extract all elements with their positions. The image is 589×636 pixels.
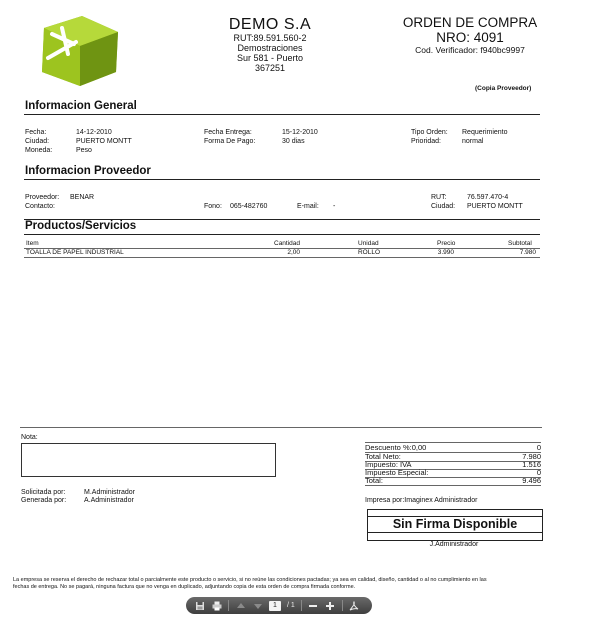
row-cantidad: 2,00 (287, 249, 300, 256)
iva-value: 1.516 (522, 460, 541, 469)
total-label: Total: (365, 476, 383, 485)
provider-section-title: Informacion Proveedor (25, 165, 151, 177)
header-cantidad: Cantidad (274, 240, 301, 247)
company-logo (38, 14, 124, 90)
fecha-value: 14-12-2010 (76, 129, 112, 136)
entrega-value: 15-12-2010 (282, 129, 318, 136)
totals-especial (365, 468, 541, 476)
pago-label: Forma De Pago: (204, 138, 256, 145)
row-precio: 3.990 (437, 249, 454, 256)
zoom-out-icon[interactable] (308, 600, 319, 611)
company-line-2: Sur 581 - Puerto (236, 53, 304, 63)
company-line-1: Demostraciones (237, 43, 303, 53)
totals-iva (365, 460, 541, 468)
page-total: / 1 (287, 602, 295, 609)
print-icon[interactable] (211, 600, 222, 611)
previous-page-icon[interactable] (252, 600, 263, 611)
products-table-header (24, 240, 540, 248)
total-value: 9.496 (522, 476, 541, 485)
contacto-label: Contacto: (25, 203, 55, 210)
row-unidad: ROLLO (357, 249, 381, 256)
descuento-label: Descuento %:0,00 (365, 443, 427, 452)
provider-ciudad-label: Ciudad: (431, 203, 456, 210)
table-row (24, 249, 540, 257)
entrega-label: Fecha Entrega: (204, 129, 252, 136)
ciudad-value: PUERTO MONTT (76, 138, 132, 145)
proveedor-value: BENAR (70, 194, 95, 201)
company-line-3: 367251 (254, 63, 286, 73)
prioridad-value: normal (462, 138, 484, 145)
generada-label: Generada por: (21, 497, 67, 504)
totals-total (365, 476, 541, 484)
totals-neto (365, 452, 541, 460)
company-rut: RUT:89.591.560-2 (233, 33, 307, 43)
pdf-toolbar (186, 597, 372, 614)
company-name: DEMO S.A (228, 16, 312, 33)
footer-line-2: fechas de entrega. No se pagará, ninguna factura que no venga en duplicado, adjuntando copia de esta orden de compra firmada conforme. (13, 584, 356, 590)
header-item: Item (26, 240, 39, 247)
generada-value: A.Administrador (84, 497, 134, 504)
provider-rut-value: 76.597.470-4 (467, 194, 509, 201)
header-unidad: Unidad (358, 240, 379, 247)
nota-label: Nota: (21, 434, 38, 441)
email-label: E-mail: (297, 203, 319, 210)
products-section-title: Productos/Servicios (25, 220, 137, 232)
solicitada-label: Solicitada por: (21, 489, 66, 496)
provider-rut-label: RUT: (431, 194, 447, 201)
fono-label: Fono: (204, 203, 222, 210)
nota-box (21, 443, 276, 477)
first-page-icon[interactable] (235, 600, 246, 611)
footer-legal (13, 577, 573, 591)
descuento-value: 0 (536, 443, 541, 452)
pdf-icon[interactable] (349, 600, 360, 611)
signature-box (367, 509, 543, 541)
header-precio: Precio (437, 240, 456, 247)
neto-label: Total Neto: (365, 452, 401, 461)
signature-name: J.Administrador (429, 541, 479, 548)
tipo-orden-value: Requerimiento (462, 129, 508, 136)
totals-descuento (365, 443, 541, 451)
solicitada-value: M.Administrador (84, 489, 135, 496)
row-subtotal: 7.980 (519, 249, 536, 256)
ciudad-label: Ciudad: (25, 138, 50, 145)
printed-by: Impresa por:Imaginex Administrador (365, 497, 478, 504)
order-title: ORDEN DE COMPRA (402, 15, 538, 30)
fono-value: 065-482760 (230, 203, 268, 210)
row-item: TOALLA DE PAPEL INDUSTRIAL (26, 249, 124, 256)
general-section-title: Informacion General (25, 100, 137, 112)
provider-ciudad-value: PUERTO MONTT (467, 203, 523, 210)
order-verifier: Cod. Verificador: f940bc9997 (415, 45, 525, 55)
fecha-label: Fecha: (25, 129, 47, 136)
page-number-input[interactable]: 1 (269, 601, 281, 611)
save-icon[interactable] (194, 600, 205, 611)
moneda-value: Peso (76, 147, 92, 154)
copy-label: (Copia Proveedor) (475, 85, 532, 92)
tipo-orden-label: Tipo Orden: (411, 129, 448, 136)
especial-label: Impuesto Especial: (365, 468, 429, 477)
signature-text: Sin Firma Disponible (392, 517, 518, 531)
zoom-in-icon[interactable] (325, 600, 336, 611)
pago-value: 30 dias (282, 138, 305, 145)
neto-value: 7.980 (522, 452, 541, 461)
email-value: - (333, 203, 336, 210)
especial-value: 0 (536, 468, 541, 477)
prioridad-label: Prioridad: (411, 138, 441, 145)
order-number: NRO: 4091 (436, 30, 504, 45)
footer-line-1: La empresa se reserva el derecho de rechazar total o parcialmente este producto o servicio, si no reúne las condiciones pactadas; ya sea en calidad, diseño, cantidad o al no cumplimiento en las (13, 577, 487, 583)
moneda-label: Moneda: (25, 147, 53, 154)
header-subtotal: Subtotal (508, 240, 532, 247)
iva-label: Impuesto: IVA (365, 460, 412, 469)
proveedor-label: Proveedor: (25, 194, 60, 201)
